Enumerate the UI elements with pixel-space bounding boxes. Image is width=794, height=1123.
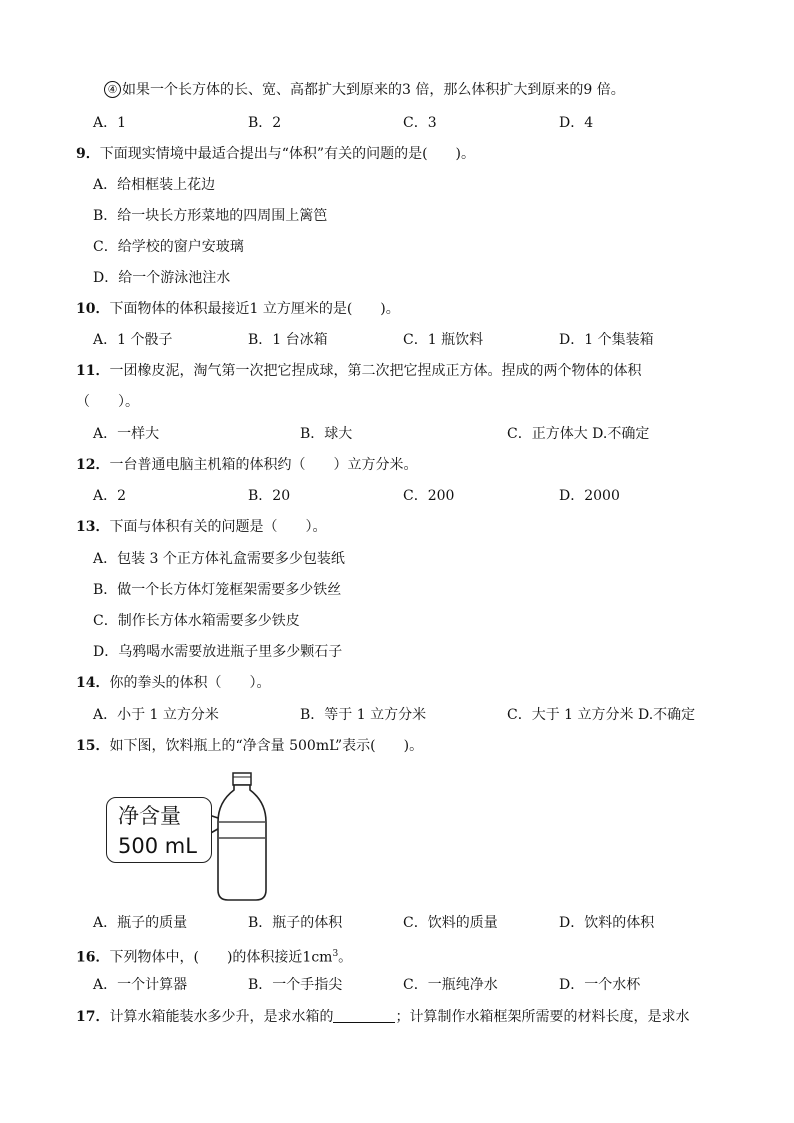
question-number: 16． [76, 949, 110, 966]
question-16 [76, 944, 352, 968]
q10-option-c[interactable]: C．1 瓶饮料 [403, 332, 484, 348]
answer-blank[interactable] [333, 1008, 395, 1023]
question-number: 14． [76, 675, 110, 691]
question-text: 下列物体中，( )的体积接近1cm [109, 949, 333, 966]
bubble-line-1: 净含量 [118, 804, 181, 828]
q8-option-c[interactable]: C．3 [403, 115, 437, 131]
q12-option-a[interactable]: A．2 [93, 488, 127, 504]
statement-text: 如果一个长方体的长、宽、高都扩大到原来的3 倍，那么体积扩大到原来的9 倍。 [122, 82, 625, 98]
question-text-end: ；计算制作水箱框架所需要的材料长度，是求水 [395, 1009, 690, 1025]
q15-option-c[interactable]: C．饮料的质量 [403, 915, 498, 931]
q9-option-d[interactable]: D．给一个游泳池注水 [93, 270, 231, 286]
question-text: 下面与体积有关的问题是（ ）。 [109, 519, 327, 535]
q14-option-c[interactable]: C．大于 1 立方分米 D.不确定 [507, 707, 696, 723]
superscript-3: 3 [332, 949, 339, 959]
q15-option-a[interactable]: A．瓶子的质量 [93, 915, 188, 931]
q9-option-c[interactable]: C．给学校的窗户安玻璃 [93, 239, 244, 255]
bubble-line-2: 500 mL [118, 834, 197, 858]
question-number: 10． [76, 301, 110, 317]
q13-option-a[interactable]: A．包装 3 个正方体礼盒需要多少包装纸 [93, 551, 345, 567]
q10-option-b[interactable]: B．1 台冰箱 [248, 332, 328, 348]
q12-option-b[interactable]: B．20 [248, 488, 291, 504]
q9-option-b[interactable]: B．给一块长方形菜地的四周围上篱笆 [93, 208, 328, 224]
question-text: 下面物体的体积最接近1 立方厘米的是( )。 [109, 301, 400, 317]
question-number: 15． [76, 738, 110, 754]
bubble-tail-joint [208, 816, 211, 833]
question-17 [76, 1007, 689, 1027]
q11-option-b[interactable]: B．球大 [300, 426, 353, 442]
q16-option-b[interactable]: B．一个手指尖 [248, 977, 343, 993]
question-number: 13． [76, 519, 110, 535]
question-number: 12． [76, 457, 110, 473]
q8-option-d[interactable]: D．4 [559, 115, 594, 131]
q14-option-a[interactable]: A．小于 1 立方分米 [93, 707, 219, 723]
q15-option-d[interactable]: D．饮料的体积 [559, 915, 655, 931]
question-11-continued: （ ）。 [76, 394, 139, 410]
q12-option-c[interactable]: C．200 [403, 488, 455, 504]
q16-option-a[interactable]: A．一个计算器 [93, 977, 188, 993]
question-text: 下面现实情境中最适合提出与“体积”有关的问题的是( )。 [99, 146, 475, 162]
q11-option-c[interactable]: C．正方体大 D.不确定 [507, 426, 650, 442]
question-text: 计算水箱能装水多少升，是求水箱的 [109, 1009, 334, 1025]
question-number: 17． [76, 1009, 110, 1025]
question-text-end: 。 [338, 949, 353, 966]
q12-option-d[interactable]: D．2000 [559, 488, 620, 504]
q10-option-a[interactable]: A．1 个骰子 [93, 332, 173, 348]
q11-option-a[interactable]: A．一样大 [93, 426, 160, 442]
question-number: 9． [76, 146, 100, 162]
question-text: 一台普通电脑主机箱的体积约（ ）立方分米。 [109, 457, 418, 473]
q15-option-b[interactable]: B．瓶子的体积 [248, 915, 343, 931]
q16-option-c[interactable]: C．一瓶纯净水 [403, 977, 498, 993]
q8-option-b[interactable]: B．2 [248, 115, 282, 131]
question-number: 11． [76, 363, 110, 379]
q16-option-d[interactable]: D．一个水杯 [559, 977, 641, 993]
question-text: 一团橡皮泥，淘气第一次把它捏成球，第二次把它捏成正方体。捏成的两个物体的体积 [109, 363, 642, 379]
question-text: 你的拳头的体积（ ）。 [109, 675, 271, 691]
q14-option-b[interactable]: B．等于 1 立方分米 [300, 707, 427, 723]
q13-option-c[interactable]: C．制作长方体水箱需要多少铁皮 [93, 613, 300, 629]
q8-option-a[interactable]: A．1 [93, 115, 127, 131]
q9-option-a[interactable]: A．给相框装上花边 [93, 177, 216, 193]
circled-number-marker: ④ [104, 81, 121, 98]
q10-option-d[interactable]: D．1 个集装箱 [559, 332, 654, 348]
q13-option-b[interactable]: B．做一个长方体灯笼框架需要多少铁丝 [93, 582, 342, 598]
question-text: 如下图，饮料瓶上的“净含量 500mL”表示( )。 [109, 738, 424, 754]
q13-option-d[interactable]: D．乌鸦喝水需要放进瓶子里多少颗石子 [93, 644, 343, 660]
